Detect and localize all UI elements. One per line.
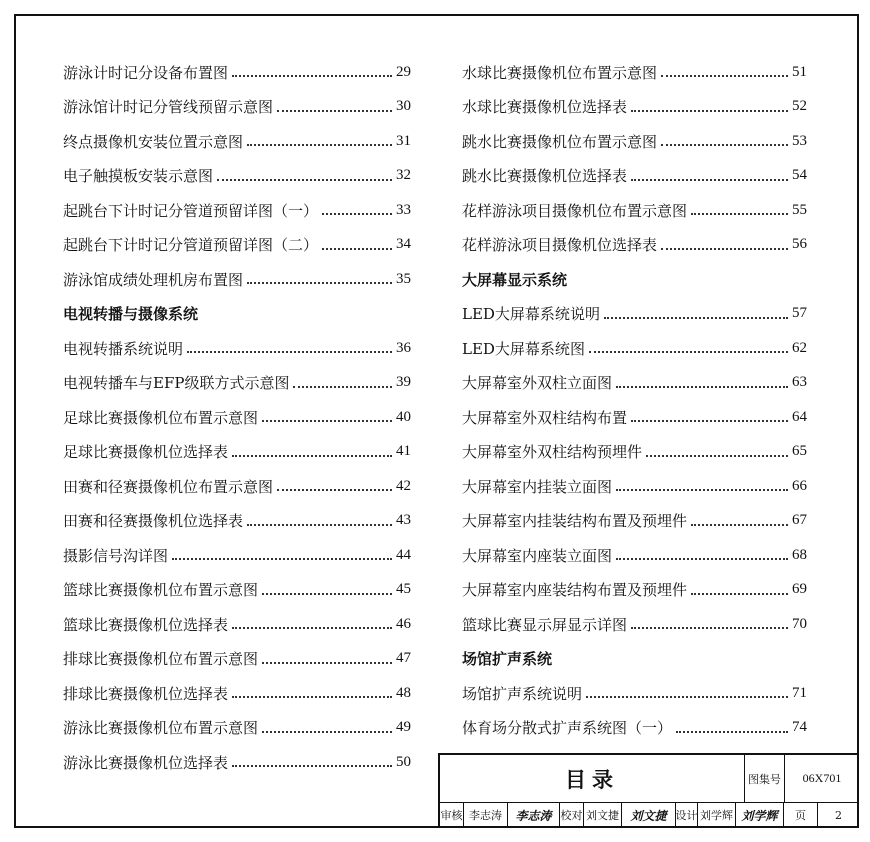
toc-entry-title: 篮球比赛显示屏显示详图: [462, 615, 628, 634]
dot-leader: [646, 455, 788, 457]
dot-leader: [262, 731, 392, 733]
toc-entry-title: 田赛和径赛摄像机位选择表: [63, 512, 244, 531]
dot-leader: [661, 75, 788, 77]
dot-leader: [262, 420, 392, 422]
toc-entry-title: 篮球比赛摄像机位布置示意图: [63, 581, 259, 600]
toc-entry: [63, 711, 411, 746]
dot-leader: [232, 75, 392, 77]
toc-entry-title: 大屏幕室内挂装立面图: [462, 477, 613, 496]
toc-entry-page: 56: [792, 236, 807, 253]
toc-entry-title: 水球比赛摄像机位选择表: [462, 98, 628, 117]
toc-entry-page: 65: [792, 443, 807, 460]
toc-entry: [462, 124, 807, 159]
design-name: 刘学辉: [698, 802, 736, 828]
dot-leader: [277, 110, 392, 112]
dot-leader: [631, 627, 788, 629]
toc-entry-page: 66: [792, 477, 807, 494]
dot-leader: [691, 593, 788, 595]
dot-leader: [293, 386, 392, 388]
toc-entry-title: 游泳计时记分设备布置图: [63, 63, 229, 82]
toc-entry-title: 水球比赛摄像机位布置示意图: [462, 63, 658, 82]
toc-entry-page: 53: [792, 132, 807, 149]
toc-entry-page: 70: [792, 615, 807, 632]
dot-leader: [217, 179, 392, 181]
dot-leader: [691, 213, 788, 215]
toc-entry: [63, 538, 411, 573]
toc-entry-page: 64: [792, 408, 807, 425]
title-block-title: 目录: [440, 755, 745, 802]
toc-right-column: [462, 55, 807, 745]
page-number: 2: [835, 808, 842, 822]
toc-entry-page: 68: [792, 546, 807, 563]
toc-entry-title: LED大屏幕系统图: [462, 339, 585, 358]
toc-entry-title: 田赛和径赛摄像机位布置示意图: [63, 477, 274, 496]
dot-leader: [631, 179, 788, 181]
dot-leader: [631, 420, 788, 422]
toc-entry-page: 50: [396, 753, 411, 770]
toc-entry-page: 57: [792, 305, 807, 322]
review-signature: 李志涛: [508, 802, 560, 828]
toc-entry: [63, 504, 411, 539]
toc-entry-title: 大屏幕室外双柱结构布置: [462, 408, 628, 427]
page-label: 页: [784, 802, 818, 828]
toc-entry: [63, 435, 411, 470]
toc-entry: [462, 228, 807, 263]
toc-left-column: [63, 55, 411, 780]
toc-entry: [63, 676, 411, 711]
toc-entry-page: 55: [792, 201, 807, 218]
toc-entry: [462, 607, 807, 642]
dot-leader: [247, 144, 392, 146]
toc-entry: [462, 573, 807, 608]
dot-leader: [232, 765, 392, 767]
dot-leader: [277, 489, 392, 491]
toc-entry: [63, 400, 411, 435]
toc-entry: [63, 366, 411, 401]
dot-leader: [187, 351, 392, 353]
dot-leader: [247, 282, 392, 284]
dot-leader: [262, 662, 392, 664]
dot-leader: [232, 696, 392, 698]
toc-entry: [462, 538, 807, 573]
toc-entry-title: 游泳比赛摄像机位布置示意图: [63, 719, 259, 738]
toc-entry-page: 54: [792, 167, 807, 184]
toc-entry: [63, 331, 411, 366]
section-heading: 大屏幕显示系统: [462, 270, 568, 289]
toc-entry-page: 30: [396, 98, 411, 115]
section-heading: 电视转播与摄像系统: [63, 305, 199, 324]
toc-entry-page: 63: [792, 374, 807, 391]
toc-entry-title: 摄影信号沟详图: [63, 546, 169, 565]
toc-entry-page: 33: [396, 201, 411, 218]
toc-entry-page: 74: [792, 719, 807, 736]
toc-entry-title: 篮球比赛摄像机位选择表: [63, 615, 229, 634]
toc-entry-page: 69: [792, 581, 807, 598]
toc-entry: [462, 366, 807, 401]
toc-entry: [462, 676, 807, 711]
check-signature: 刘文捷: [622, 802, 676, 828]
toc-entry-page: 43: [396, 512, 411, 529]
toc-entry: [63, 262, 411, 297]
toc-entry: [63, 55, 411, 90]
dot-leader: [616, 489, 788, 491]
toc-entry-title: LED大屏幕系统说明: [462, 305, 600, 324]
section-heading: 场馆扩声系统: [462, 650, 553, 669]
toc-entry: [63, 573, 411, 608]
dot-leader: [691, 524, 788, 526]
toc-entry: [63, 745, 411, 780]
toc-entry-page: 39: [396, 374, 411, 391]
dot-leader: [586, 696, 788, 698]
toc-entry-page: 29: [396, 63, 411, 80]
toc-entry-page: 40: [396, 408, 411, 425]
dot-leader: [589, 351, 788, 353]
toc-entry-page: 41: [396, 443, 411, 460]
dot-leader: [247, 524, 392, 526]
toc-entry-page: 36: [396, 339, 411, 356]
dot-leader: [661, 144, 788, 146]
toc-entry: [63, 193, 411, 228]
review-name: 李志涛: [464, 802, 508, 828]
toc-entry: [63, 228, 411, 263]
toc-entry: [63, 469, 411, 504]
toc-entry-page: 49: [396, 719, 411, 736]
dot-leader: [232, 455, 392, 457]
toc-entry: [462, 331, 807, 366]
toc-entry-title: 游泳馆成绩处理机房布置图: [63, 270, 244, 289]
dot-leader: [322, 213, 392, 215]
dot-leader: [172, 558, 392, 560]
dot-leader: [616, 386, 788, 388]
toc-entry-title: 大屏幕室外双柱结构预埋件: [462, 443, 643, 462]
toc-entry-page: 31: [396, 132, 411, 149]
toc-entry-page: 48: [396, 684, 411, 701]
toc-entry-title: 跳水比赛摄像机位布置示意图: [462, 132, 658, 151]
toc-entry-title: 花样游泳项目摄像机位布置示意图: [462, 201, 688, 220]
toc-entry-page: 46: [396, 615, 411, 632]
toc-entry-page: 51: [792, 63, 807, 80]
toc-entry-title: 游泳比赛摄像机位选择表: [63, 753, 229, 772]
dot-leader: [661, 248, 788, 250]
toc-entry-title: 场馆扩声系统说明: [462, 684, 583, 703]
toc-entry: [462, 711, 807, 746]
check-label: 校对: [560, 802, 584, 828]
toc-entry: [63, 124, 411, 159]
toc-entry-page: 67: [792, 512, 807, 529]
toc-entry-title: 起跳台下计时记分管道预留详图（一）: [63, 201, 319, 220]
atlas-number: 06X701: [802, 771, 842, 785]
dot-leader: [262, 593, 392, 595]
toc-entry-page: 71: [792, 684, 807, 701]
toc-entry: [462, 90, 807, 125]
dot-leader: [232, 627, 392, 629]
toc-entry-title: 大屏幕室内座装结构布置及预埋件: [462, 581, 688, 600]
toc-entry-page: 44: [396, 546, 411, 563]
toc-entry: [63, 607, 411, 642]
toc-entry: [462, 400, 807, 435]
toc-entry-page: 45: [396, 581, 411, 598]
dot-leader: [604, 317, 788, 319]
toc-entry-page: 34: [396, 236, 411, 253]
toc-entry-title: 电子触摸板安装示意图: [63, 167, 214, 186]
review-label: 审核: [440, 802, 464, 828]
atlas-number-label: 图集号: [745, 755, 785, 802]
toc-entry-title: 大屏幕室外双柱立面图: [462, 374, 613, 393]
title-block: [438, 753, 859, 828]
toc-entry: [462, 435, 807, 470]
toc-entry-page: 32: [396, 167, 411, 184]
toc-entry-title: 起跳台下计时记分管道预留详图（二）: [63, 236, 319, 255]
toc-entry-title: 足球比赛摄像机位布置示意图: [63, 408, 259, 427]
toc-entry-title: 跳水比赛摄像机位选择表: [462, 167, 628, 186]
toc-entry-title: 游泳馆计时记分管线预留示意图: [63, 98, 274, 117]
toc-entry: [63, 159, 411, 194]
toc-entry: [63, 90, 411, 125]
toc-entry: [462, 504, 807, 539]
dot-leader: [676, 731, 788, 733]
toc-entry-title: 足球比赛摄像机位选择表: [63, 443, 229, 462]
toc-entry-title: 排球比赛摄像机位选择表: [63, 684, 229, 703]
dot-leader: [616, 558, 788, 560]
toc-entry-title: 大屏幕室内挂装结构布置及预埋件: [462, 512, 688, 531]
toc-entry-page: 42: [396, 477, 411, 494]
toc-entry-page: 62: [792, 339, 807, 356]
toc-entry: [63, 642, 411, 677]
toc-entry-title: 电视转播车与EFP级联方式示意图: [63, 374, 290, 393]
toc-entry-title: 终点摄像机安装位置示意图: [63, 132, 244, 151]
toc-entry-page: 52: [792, 98, 807, 115]
dot-leader: [631, 110, 788, 112]
toc-entry: [462, 193, 807, 228]
check-name: 刘文捷: [584, 802, 622, 828]
toc-entry: [462, 159, 807, 194]
toc-entry-title: 排球比赛摄像机位布置示意图: [63, 650, 259, 669]
toc-entry: [462, 55, 807, 90]
dot-leader: [322, 248, 392, 250]
toc-entry-title: 电视转播系统说明: [63, 339, 184, 358]
toc-entry-title: 体育场分散式扩声系统图（一）: [462, 719, 673, 738]
design-signature: 刘学辉: [736, 802, 784, 828]
toc-entry: [462, 469, 807, 504]
toc-entry-page: 35: [396, 270, 411, 287]
design-label: 设计: [676, 802, 698, 828]
toc-entry-page: 47: [396, 650, 411, 667]
toc-entry-title: 大屏幕室内座装立面图: [462, 546, 613, 565]
toc-entry-title: 花样游泳项目摄像机位选择表: [462, 236, 658, 255]
toc-entry: [462, 297, 807, 332]
